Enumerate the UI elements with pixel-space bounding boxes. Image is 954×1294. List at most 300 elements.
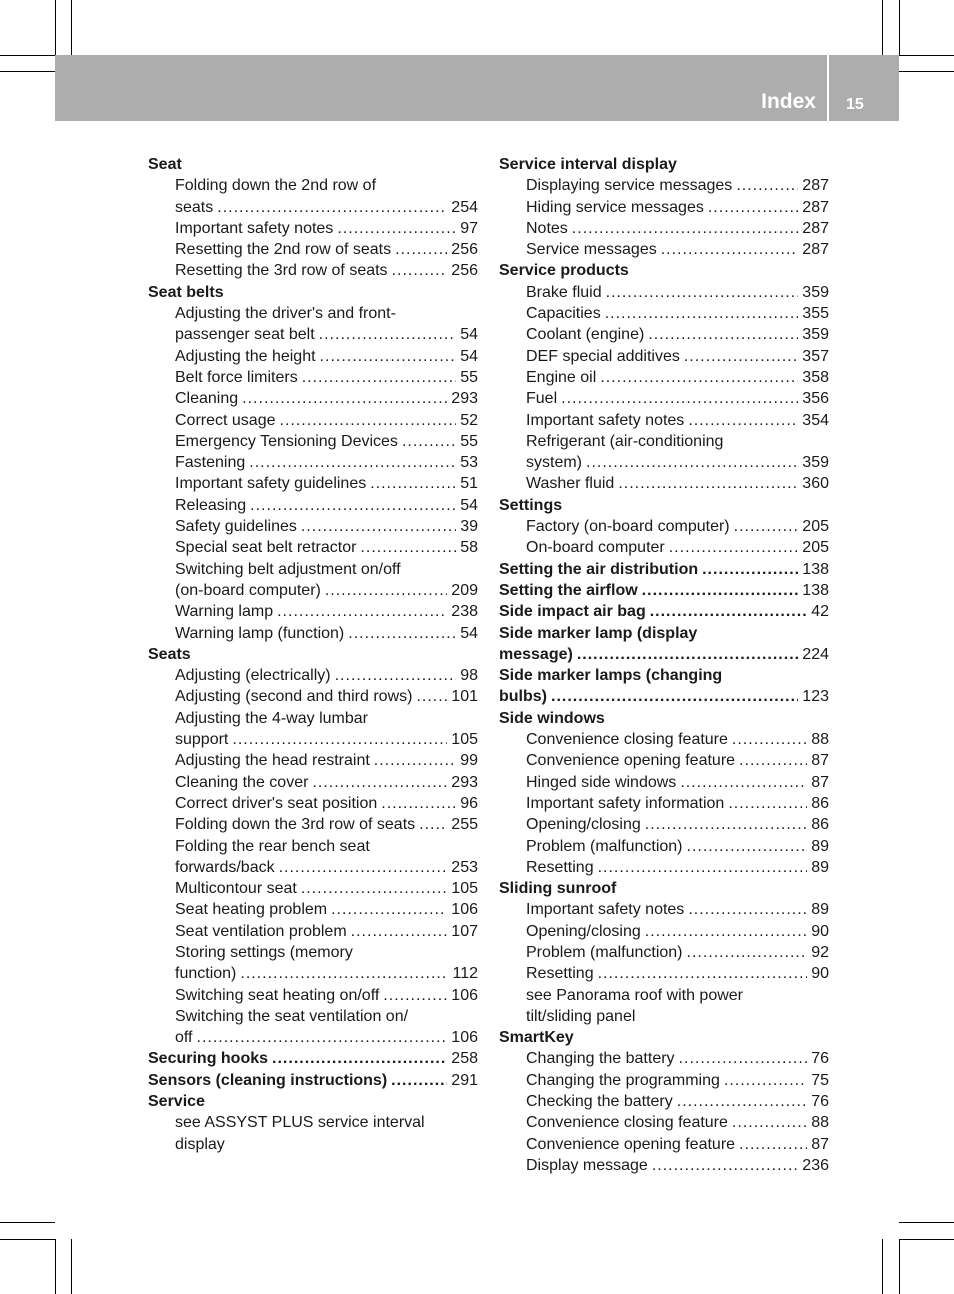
page-ref: 253 — [451, 858, 478, 876]
entry-text: Special seat belt retractor — [175, 539, 357, 557]
leader-dots — [416, 686, 447, 707]
leader-dots — [680, 772, 807, 793]
entry-text: Folding down the 2nd row of — [175, 177, 377, 195]
index-subentry — [148, 836, 478, 857]
entry-text: off — [175, 1029, 193, 1047]
crop-mark — [71, 0, 72, 55]
index-heading — [148, 1048, 478, 1069]
index-subentry — [148, 985, 478, 1006]
entry-text: Important safety notes — [526, 901, 685, 919]
index-subentry — [499, 793, 829, 814]
index-heading — [499, 644, 829, 665]
leader-dots — [645, 921, 807, 942]
entry-text: Brake fluid — [526, 283, 602, 301]
page-ref: 99 — [460, 752, 478, 770]
entry-text: system) — [526, 454, 582, 472]
leader-dots — [650, 601, 807, 622]
index-subentry — [148, 367, 478, 388]
page-ref: 92 — [811, 943, 829, 961]
crop-mark — [55, 1239, 56, 1294]
page-ref: 89 — [811, 837, 829, 855]
index-subentry — [499, 218, 829, 239]
page-ref: 107 — [451, 922, 478, 940]
entry-text: Capacities — [526, 305, 601, 323]
index-subentry — [148, 942, 478, 963]
page-ref: 138 — [802, 560, 829, 578]
entry-text: Refrigerant (air-conditioning — [526, 432, 724, 450]
page-ref: 54 — [460, 347, 478, 365]
page-ref: 205 — [802, 518, 829, 536]
page-ref: 98 — [460, 667, 478, 685]
leader-dots — [370, 473, 456, 494]
index-subentry — [499, 729, 829, 750]
index-subentry — [499, 197, 829, 218]
index-heading — [499, 1027, 829, 1048]
index-subentry — [499, 410, 829, 431]
leader-dots — [402, 431, 456, 452]
entry-text: Notes — [526, 219, 568, 237]
entry-text: Side marker lamps (changing — [499, 667, 723, 685]
index-subentry — [148, 601, 478, 622]
leader-dots — [708, 197, 798, 218]
entry-text: Service messages — [526, 241, 657, 259]
page-ref: 287 — [802, 177, 829, 195]
entry-text: Side windows — [499, 709, 605, 727]
index-subentry — [148, 410, 478, 431]
page-ref: 258 — [451, 1050, 478, 1068]
page-ref: 58 — [460, 539, 478, 557]
leader-dots — [331, 899, 447, 920]
index-subentry — [148, 793, 478, 814]
entry-text: Convenience closing feature — [526, 731, 728, 749]
entry-text: Adjusting (electrically) — [175, 667, 331, 685]
index-subentry — [148, 921, 478, 942]
entry-text: Securing hooks — [148, 1050, 269, 1068]
page-ref: 238 — [451, 603, 478, 621]
entry-text: Hiding service messages — [526, 198, 704, 216]
entry-text: function) — [175, 965, 237, 983]
entry-text: Important safety guidelines — [175, 475, 367, 493]
entry-text: forwards/back — [175, 858, 275, 876]
leader-dots — [242, 388, 447, 409]
index-subentry — [499, 1006, 829, 1027]
crop-mark — [0, 55, 55, 56]
page-ref: 256 — [451, 241, 478, 259]
leader-dots — [381, 793, 456, 814]
leader-dots — [618, 473, 798, 494]
entry-text: Service products — [499, 262, 629, 280]
index-subentry — [499, 367, 829, 388]
leader-dots — [374, 750, 456, 771]
page-ref: 291 — [451, 1071, 478, 1089]
entry-text: Adjusting the driver's and front- — [175, 305, 396, 323]
index-subentry — [148, 623, 478, 644]
entry-text: Service interval display — [499, 156, 677, 173]
index-subentry — [148, 686, 478, 707]
index-subentry — [148, 580, 478, 601]
entry-text: Folding the rear bench seat — [175, 837, 370, 855]
entry-text: tilt/sliding panel — [526, 1007, 636, 1025]
entry-text: display — [175, 1135, 225, 1153]
entry-text: On-board computer — [526, 539, 665, 557]
page-ref: 75 — [811, 1071, 829, 1089]
index-subentry — [148, 857, 478, 878]
page-ref: 254 — [451, 198, 478, 216]
index-subentry — [499, 1155, 829, 1176]
leader-dots — [600, 367, 798, 388]
page-ref: 255 — [451, 816, 478, 834]
leader-dots — [337, 218, 456, 239]
index-heading — [499, 601, 829, 622]
page-ref: 359 — [802, 283, 829, 301]
crop-mark — [0, 71, 55, 72]
leader-dots — [684, 346, 798, 367]
leader-dots — [419, 814, 447, 835]
entry-text: Problem (malfunction) — [526, 943, 683, 961]
page-title: Index — [761, 90, 816, 113]
leader-dots — [586, 452, 798, 473]
index-subentry — [148, 899, 478, 920]
entry-text: Settings — [499, 496, 563, 514]
leader-dots — [739, 1134, 807, 1155]
index-heading — [148, 1091, 478, 1112]
leader-dots — [325, 580, 447, 601]
index-subentry — [499, 1112, 829, 1133]
index-column-left — [148, 154, 478, 1155]
index-subentry — [499, 942, 829, 963]
page-ref: 90 — [811, 922, 829, 940]
entry-text: Warning lamp — [175, 603, 274, 621]
leader-dots — [702, 559, 798, 580]
leader-dots — [724, 1070, 807, 1091]
entry-text: SmartKey — [499, 1029, 574, 1047]
index-heading — [499, 580, 829, 601]
leader-dots — [572, 218, 799, 239]
entry-text: Releasing — [175, 496, 247, 514]
index-subentry — [148, 303, 478, 324]
crop-mark — [899, 1222, 954, 1223]
page-ref: 112 — [452, 965, 478, 983]
page-ref: 293 — [451, 773, 478, 791]
index-heading — [499, 154, 829, 175]
index-heading — [499, 495, 829, 516]
leader-dots — [217, 197, 447, 218]
page-ref: 53 — [460, 454, 478, 472]
page-ref: 287 — [802, 198, 829, 216]
entry-text: Safety guidelines — [175, 518, 297, 536]
entry-text: Cleaning — [175, 390, 239, 408]
index-heading — [148, 644, 478, 665]
entry-text: Emergency Tensioning Devices — [175, 432, 398, 450]
page-ref: 54 — [460, 496, 478, 514]
index-subentry — [148, 260, 478, 281]
crop-mark — [899, 1239, 954, 1240]
entry-text: see Panorama roof with power — [526, 986, 743, 1004]
entry-text: Seat — [148, 156, 182, 173]
page-ref: 51 — [460, 475, 478, 493]
index-subentry — [148, 431, 478, 452]
leader-dots — [669, 537, 799, 558]
page-ref: 86 — [811, 816, 829, 834]
index-subentry — [148, 516, 478, 537]
index-subentry — [148, 239, 478, 260]
leader-dots — [561, 388, 798, 409]
entry-text: Changing the battery — [526, 1050, 675, 1068]
index-subentry — [499, 921, 829, 942]
entry-text: Switching seat heating on/off — [175, 986, 380, 1004]
leader-dots — [642, 580, 799, 601]
crop-mark — [55, 0, 56, 55]
entry-text: Resetting — [526, 965, 594, 983]
index-subentry — [148, 750, 478, 771]
crop-mark — [882, 0, 883, 55]
entry-text: Engine oil — [526, 368, 597, 386]
entry-text: Correct usage — [175, 411, 276, 429]
leader-dots — [348, 623, 456, 644]
entry-text: Seats — [148, 645, 191, 663]
index-subentry — [499, 985, 829, 1006]
page-ref: 76 — [811, 1093, 829, 1111]
page-ref: 209 — [451, 581, 478, 599]
entry-text: Opening/closing — [526, 816, 641, 834]
index-heading — [499, 260, 829, 281]
index-subentry — [499, 1134, 829, 1155]
page-ref: 354 — [802, 411, 829, 429]
page-ref: 355 — [802, 305, 829, 323]
entry-text: Problem (malfunction) — [526, 837, 683, 855]
index-heading — [499, 665, 829, 686]
leader-dots — [551, 686, 798, 707]
index-subentry — [148, 324, 478, 345]
index-subentry — [499, 324, 829, 345]
leader-dots — [320, 346, 457, 367]
leader-dots — [679, 1048, 808, 1069]
crop-mark — [899, 0, 900, 55]
index-subentry — [148, 1112, 478, 1133]
entry-text: see ASSYST PLUS service interval — [175, 1114, 425, 1132]
index-heading — [499, 686, 829, 707]
index-subentry — [499, 963, 829, 984]
leader-dots — [197, 1027, 448, 1048]
entry-text: Changing the programming — [526, 1071, 720, 1089]
page-ref: 357 — [802, 347, 829, 365]
index-heading — [499, 559, 829, 580]
index-subentry — [499, 282, 829, 303]
leader-dots — [392, 260, 448, 281]
index-subentry — [148, 878, 478, 899]
entry-text: Resetting — [526, 858, 594, 876]
entry-text: Setting the airflow — [499, 581, 638, 599]
index-heading — [148, 1070, 478, 1091]
page-ref: 359 — [802, 326, 829, 344]
index-heading — [499, 623, 829, 644]
leader-dots — [395, 239, 447, 260]
entry-text: Seat belts — [148, 283, 224, 301]
page-ref: 123 — [802, 688, 829, 706]
index-subentry — [148, 346, 478, 367]
index-subentry — [148, 772, 478, 793]
page-ref: 90 — [811, 965, 829, 983]
page-ref: 54 — [460, 624, 478, 642]
entry-text: Cleaning the cover — [175, 773, 309, 791]
page-ref: 88 — [811, 1114, 829, 1132]
index-heading — [499, 708, 829, 729]
index-heading — [148, 282, 478, 303]
leader-dots — [728, 793, 807, 814]
index-heading — [499, 878, 829, 899]
leader-dots — [383, 985, 447, 1006]
crop-mark — [899, 55, 954, 56]
page-ref: 52 — [460, 411, 478, 429]
index-subentry — [148, 559, 478, 580]
leader-dots — [687, 942, 808, 963]
page-ref: 88 — [811, 731, 829, 749]
index-heading — [148, 154, 478, 175]
entry-text: Switching belt adjustment on/off — [175, 560, 401, 578]
leader-dots — [301, 516, 456, 537]
index-subentry — [499, 239, 829, 260]
leader-dots — [688, 899, 807, 920]
entry-text: Seat heating problem — [175, 901, 328, 919]
leader-dots — [736, 175, 798, 196]
index-subentry — [499, 1070, 829, 1091]
entry-text: Warning lamp (function) — [175, 624, 345, 642]
page-ref: 287 — [802, 241, 829, 259]
index-subentry — [148, 537, 478, 558]
entry-text: Coolant (engine) — [526, 326, 645, 344]
index-column-right — [499, 154, 829, 1176]
entry-text: Important safety information — [526, 794, 725, 812]
entry-text: Resetting the 3rd row of seats — [175, 262, 388, 280]
entry-text: Fuel — [526, 390, 558, 408]
entry-text: Seat ventilation problem — [175, 922, 347, 940]
entry-text: Hinged side windows — [526, 773, 677, 791]
entry-text: Multicontour seat — [175, 880, 297, 898]
entry-text: passenger seat belt — [175, 326, 315, 344]
index-subentry — [499, 750, 829, 771]
index-subentry — [499, 899, 829, 920]
index-subentry — [499, 516, 829, 537]
index-subentry — [148, 665, 478, 686]
index-subentry — [499, 857, 829, 878]
page-ref: 105 — [451, 731, 478, 749]
index-subentry — [499, 388, 829, 409]
entry-text: Adjusting the height — [175, 347, 316, 365]
page-ref: 87 — [811, 752, 829, 770]
leader-dots — [688, 410, 798, 431]
leader-dots — [687, 836, 808, 857]
entry-text: DEF special additives — [526, 347, 680, 365]
index-subentry — [499, 346, 829, 367]
page-ref: 101 — [451, 688, 478, 706]
page-ref: 360 — [802, 475, 829, 493]
index-subentry — [499, 303, 829, 324]
entry-text: Checking the battery — [526, 1093, 673, 1111]
index-subentry — [148, 452, 478, 473]
crop-mark — [899, 71, 954, 72]
page-ref: 293 — [451, 390, 478, 408]
index-subentry — [148, 495, 478, 516]
page-ref: 55 — [460, 368, 478, 386]
page-ref: 97 — [460, 219, 478, 237]
index-subentry — [148, 814, 478, 835]
leader-dots — [319, 324, 457, 345]
leader-dots — [652, 1155, 798, 1176]
index-subentry — [148, 708, 478, 729]
leader-dots — [240, 963, 448, 984]
index-subentry — [499, 175, 829, 196]
leader-dots — [250, 495, 456, 516]
entry-text: Factory (on-board computer) — [526, 518, 730, 536]
leader-dots — [732, 1112, 807, 1133]
entry-text: Convenience opening feature — [526, 752, 736, 770]
crop-mark — [0, 1239, 55, 1240]
index-subentry — [148, 388, 478, 409]
leader-dots — [739, 750, 807, 771]
entry-text: Adjusting the 4-way lumbar — [175, 709, 368, 727]
page-ref: 205 — [802, 539, 829, 557]
leader-dots — [301, 878, 447, 899]
index-subentry — [148, 1027, 478, 1048]
leader-dots — [312, 772, 447, 793]
leader-dots — [249, 452, 456, 473]
entry-text: Setting the air distribution — [499, 560, 699, 578]
page-ref: 76 — [811, 1050, 829, 1068]
index-subentry — [148, 1134, 478, 1155]
leader-dots — [577, 644, 798, 665]
page-ref: 89 — [811, 901, 829, 919]
entry-text: Adjusting (second and third rows) — [175, 688, 413, 706]
entry-text: Side impact air bag — [499, 603, 646, 621]
page-ref: 106 — [451, 1029, 478, 1047]
page-ref: 236 — [802, 1156, 829, 1174]
page-ref: 224 — [802, 645, 829, 663]
page-ref: 87 — [811, 773, 829, 791]
leader-dots — [677, 1091, 807, 1112]
entry-text: Sensors (cleaning instructions) — [148, 1071, 388, 1089]
entry-text: Switching the seat ventilation on/ — [175, 1007, 409, 1025]
entry-text: (on-board computer) — [175, 581, 321, 599]
leader-dots — [302, 367, 457, 388]
page-ref: 96 — [460, 794, 478, 812]
entry-text: Displaying service messages — [526, 177, 733, 195]
index-subentry — [148, 729, 478, 750]
page-ref: 54 — [460, 326, 478, 344]
leader-dots — [598, 857, 808, 878]
page-ref: 256 — [451, 262, 478, 280]
entry-text: support — [175, 731, 229, 749]
page-ref: 106 — [451, 986, 478, 1004]
crop-mark — [882, 1239, 883, 1294]
leader-dots — [279, 857, 448, 878]
entry-text: Opening/closing — [526, 922, 641, 940]
crop-mark — [71, 1239, 72, 1294]
leader-dots — [606, 282, 799, 303]
index-subentry — [499, 836, 829, 857]
entry-text: Side marker lamp (display — [499, 624, 698, 642]
entry-text: seats — [175, 198, 214, 216]
page-ref: 105 — [451, 880, 478, 898]
entry-text: Storing settings (memory — [175, 943, 353, 961]
leader-dots — [360, 537, 456, 558]
leader-dots — [351, 921, 448, 942]
index-subentry — [499, 1091, 829, 1112]
index-subentry — [148, 218, 478, 239]
entry-text: Convenience opening feature — [526, 1135, 736, 1153]
leader-dots — [605, 303, 799, 324]
leader-dots — [645, 814, 807, 835]
entry-text: Correct driver's seat position — [175, 794, 378, 812]
